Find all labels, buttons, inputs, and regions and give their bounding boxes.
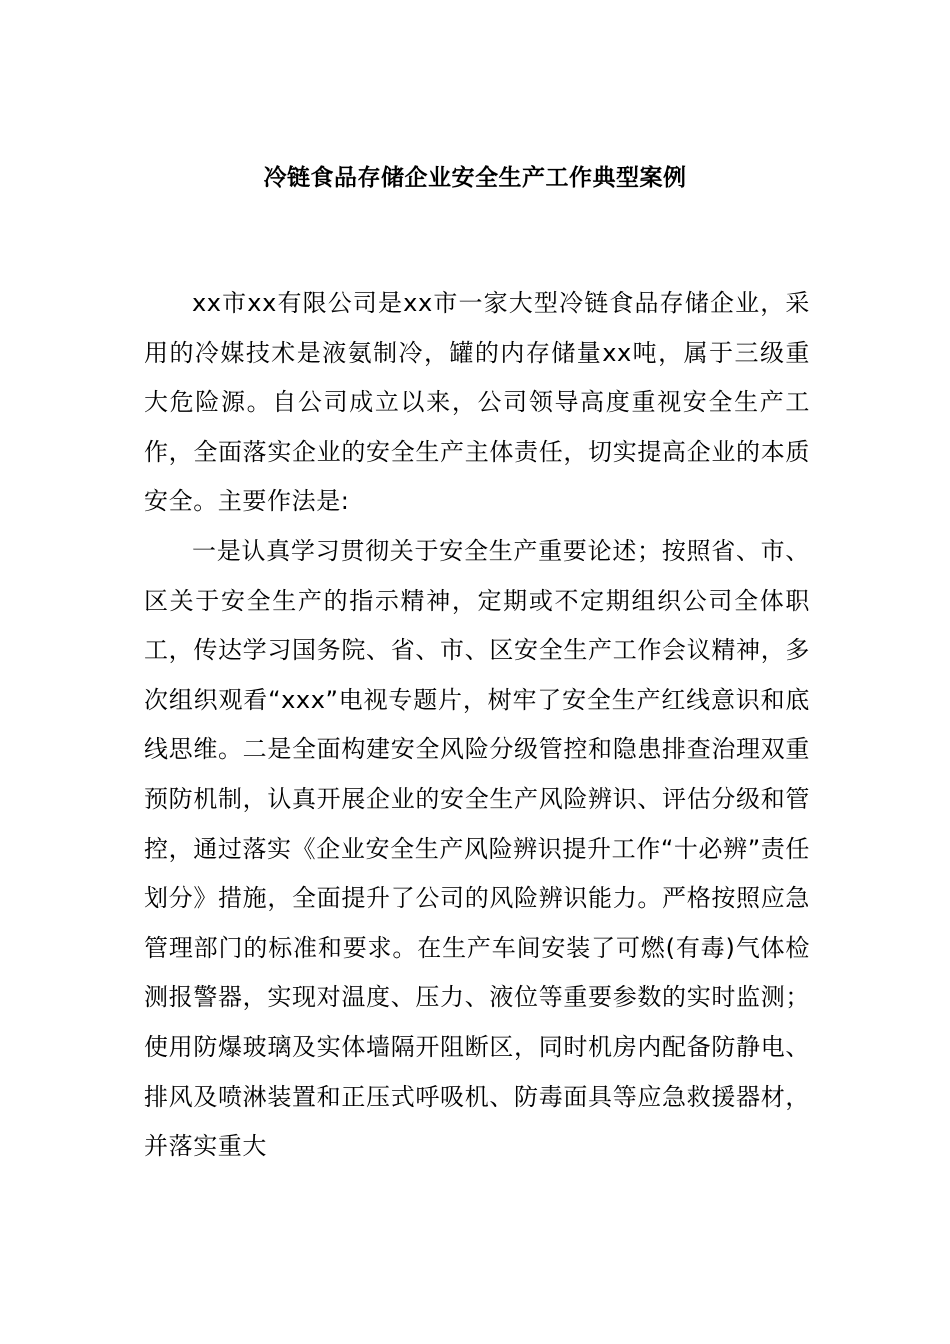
paragraph-measures: 一是认真学习贯彻关于安全生产重要论述；按照省、市、区关于安全生产的指示精神，定期或不定期组织公司全体职工，传达学习国务院、省、市、区安全生产工作会议精神，多次组织观看“xxx”电视专题片，树牢了安全生产红线意识和底线思维。二是全面构建安全风险分级管控和隐患排查治理双重预防机制，认真开展企业的安全生产风险辨识、评估分级和管控，通过落实《企业安全生产风险辨识提升工作“十必辨”责任划分》措施，全面提升了公司的风险辨识能力。严格按照应急管理部门的标准和要求。在生产车间安装了可燃(有毒)气体检测报警器，实现对温度、压力、液位等重要参数的实时监测；使用防爆玻璃及实体墙隔开阻断区，同时机房内配备防静电、排风及喷淋装置和正压式呼吸机、防毒面具等应急救援器材，并落实重大 [144,536,810,1161]
paragraph-intro: xx市xx有限公司是xx市一家大型冷链食品存储企业，采用的冷媒技术是液氨制冷，罐的内存储量xx吨，属于三级重大危险源。自公司成立以来，公司领导高度重视安全生产工作，全面落实企业的安全生产主体责任，切实提高企业的本质安全。主要作法是: [144,289,810,516]
document-title: 冷链食品存储企业安全生产工作典型案例 [263,165,687,191]
document-body [144,279,810,1172]
